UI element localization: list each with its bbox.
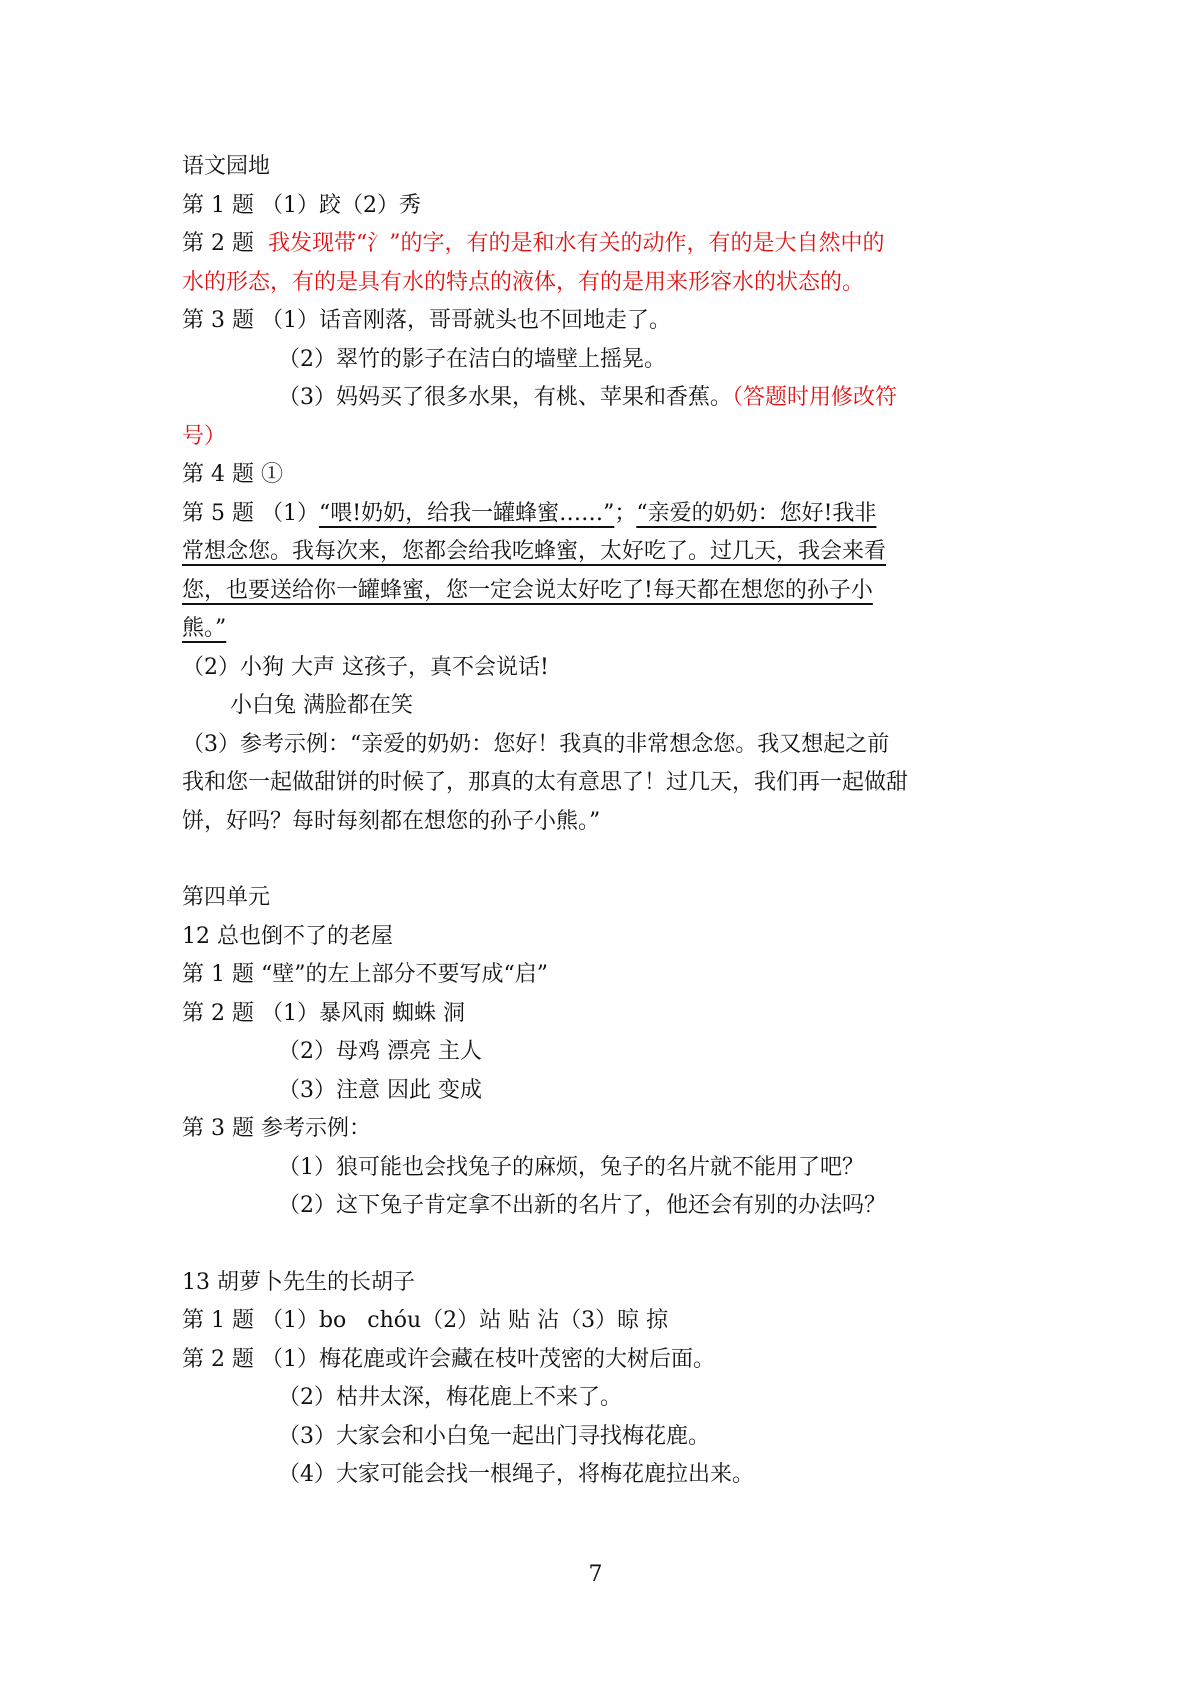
underlined-text: “亲爱的奶奶：您好!我非 [636,500,877,526]
question-label: 第 2 题 [182,231,268,256]
answer-line [182,495,1022,534]
answer-line: 第 2 题 （1）暴风雨 蜘蛛 洞 [182,1000,465,1026]
answer-line: 第 1 题 （1）跤（2）秀 [182,192,421,218]
answer-text: （3）妈妈买了很多水果，有桃、苹果和香蕉。 [278,385,732,410]
red-note: 号） [182,423,227,449]
section-title: 语文园地 [182,154,271,179]
answer-line: 小白兔 满脸都在笑 [230,693,413,718]
red-answer-text: 我发现带“氵”的字，有的是和水有关的动作，有的是大自然中的 [267,231,885,256]
answer-line: （3）大家会和小白兔一起出门寻找梅花鹿。 [278,1423,710,1449]
answer-line: （2）这下兔子肯定拿不出新的名片了，他还会有别的办法吗？ [278,1193,886,1218]
answer-line: 第 3 题 参考示例： [182,1116,371,1141]
lesson-title: 12 总也倒不了的老屋 [182,923,393,949]
answer-page [182,148,1022,1495]
answer-line: （2）枯井太深，梅花鹿上不来了。 [278,1385,622,1410]
answer-line: 第 2 题 （1）梅花鹿或许会藏在枝叶茂密的大树后面。 [182,1346,715,1372]
red-answer-text: 水的形态，有的是具有水的特点的液体，有的是用来形容水的状态的。 [182,269,865,295]
answer-line [182,533,1022,572]
answer-line [182,572,1022,611]
answer-line: （2）母鸡 漂亮 主人 [278,1039,482,1064]
answer-line: （2）小狗 大声 这孩子，真不会说话! [182,654,549,680]
answer-line [182,610,1022,649]
answer-line: 第 1 题 “壁”的左上部分不要写成“启” [182,962,548,987]
answer-line: （4）大家可能会找一根绳子，将梅花鹿拉出来。 [278,1462,754,1487]
underlined-text: “喂!奶奶，给我一罐蜂蜜……” [318,500,615,526]
underlined-text: 常想念您。我每次来，您都会给我吃蜂蜜，太好吃了。过几天，我会来看 [182,539,887,564]
answer-line: （3）参考示例：“亲爱的奶奶：您好！我真的非常想念您。我又想起之前 [182,731,890,757]
answer-line [182,225,1022,264]
answer-line: 第 3 题 （1）话音刚落，哥哥就头也不回地走了。 [182,308,671,333]
answer-line: 第 4 题 ① [182,462,283,487]
underlined-text: 您，也要送给你一罐蜂蜜，您一定会说太好吃了!每天都在想您的孙子小 [182,577,873,603]
red-note: （答题时用修改符 [732,385,898,410]
underlined-text: 熊。” [182,616,227,641]
page-number: 7 [588,1562,603,1587]
question-label: 第 5 题 （1） [182,500,319,526]
spacer [182,1226,1022,1264]
answer-line [182,379,1022,418]
unit-title: 第四单元 [182,885,271,910]
answer-line: 第 1 题 （1）bo chóu（2）站 贴 沾（3）晾 掠 [182,1308,669,1333]
answer-line: （2）翠竹的影子在洁白的墙壁上摇晃。 [278,346,666,372]
answer-line: 饼，好吗？每时每刻都在想您的孙子小熊。” [182,808,601,834]
answer-line: （1）狼可能也会找兔子的麻烦，兔子的名片就不能用了吧？ [278,1154,864,1180]
answer-line: 我和您一起做甜饼的时候了，那真的太有意思了！过几天，我们再一起做甜 [182,770,909,795]
separator: ； [614,500,637,526]
spacer [182,841,1022,879]
answer-line: （3）注意 因此 变成 [278,1077,482,1103]
lesson-title: 13 胡萝卜先生的长胡子 [182,1269,415,1295]
